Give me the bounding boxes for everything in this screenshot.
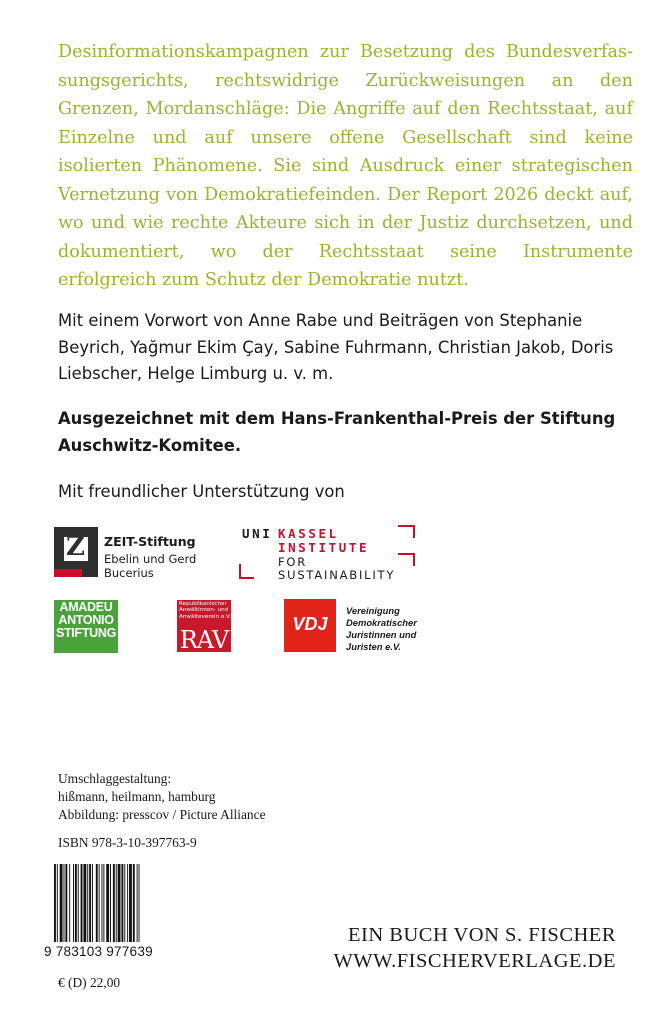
- barcode-bar: [65, 864, 67, 942]
- vdj-logo: VDJ: [284, 599, 336, 652]
- barcode-bar: [103, 864, 104, 942]
- publisher-url: WWW.FISCHERVERLAGE.DE: [333, 950, 616, 972]
- barcode-bar: [78, 864, 79, 942]
- barcode-bar: [99, 864, 100, 942]
- barcode: [44, 864, 174, 948]
- barcode-bar: [124, 864, 125, 942]
- barcode-bar: [87, 864, 88, 942]
- vdj-name: Vereinigung Demokratischer Juristinnen und Juristen e.V.: [346, 605, 417, 652]
- barcode-bar: [54, 864, 56, 942]
- uni-kassel-institute-logo: UNI KASSEL INSTITUTE FOR SUSTAINABILITY: [236, 524, 426, 582]
- zeit-stiftung-name: ZEIT-Stiftung: [104, 534, 196, 549]
- barcode-bar: [57, 864, 58, 942]
- isbn: ISBN 978-3-10-397763-9: [58, 835, 197, 850]
- award-text: Ausgezeichnet mit dem Hans-Frankenthal-Preis der Stiftung Auschwitz-Komitee.: [58, 409, 616, 455]
- barcode-bar: [133, 864, 135, 942]
- barcode-bar: [139, 864, 140, 942]
- barcode-bar: [121, 864, 123, 942]
- barcode-bar: [64, 864, 65, 942]
- barcode-bar: [73, 864, 74, 942]
- barcode-bar: [129, 864, 132, 942]
- barcode-bar: [106, 864, 109, 942]
- barcode-bar: [116, 864, 117, 942]
- publisher-line: EIN BUCH VON S. FISCHER: [348, 924, 616, 946]
- barcode-digits: 9 783103 977639: [44, 944, 153, 959]
- barcode-bar: [96, 864, 98, 942]
- barcode-bar: [127, 864, 128, 942]
- blurb-text: Desinformationskampagnen zur Besetzung des Bundesverfassungsgerichts, rechtswidrige Zurückweisungen an den Grenzen, Mordanschläge: Die Angriffe auf den Rechtsstaat, auf Einzelne und auf unsere offene Gesellschaft sind keine isolierten Phänomene. Sie sind Ausdruck einer strategischen Vernetzung von Demokratiefeinden. Der Report 2026 deckt auf, wo und wie rechte Akteure sich in der Justiz durchsetzen, und dokumentiert, wo der Rechtsstaat seine Instrumente erfolgreich zum Schutz der Demokratie nutzt.: [58, 42, 633, 290]
- barcode-bar: [69, 864, 70, 942]
- barcode-bar: [110, 864, 111, 942]
- barcode-bar: [60, 864, 63, 942]
- rav-logo: Republikanischer Anwältinnen- und Anwälteverein e.V. RAV: [179, 601, 231, 654]
- barcode-bar: [137, 864, 138, 942]
- zeit-stiftung-logo: Z: [54, 527, 98, 577]
- barcode-bar: [102, 864, 103, 942]
- barcode-bar: [92, 864, 93, 942]
- price: € (D) 22,00: [58, 975, 121, 990]
- barcode-bar: [113, 864, 115, 942]
- zeit-stiftung-subtitle: Ebelin und Gerd Bucerius: [104, 552, 197, 580]
- contributors-text: Mit einem Vorwort von Anne Rabe und Beiträgen von Stephanie Beyrich, Yağmur Ekim Çay, Sabine Fuhrmann, Christian Jakob, Doris Liebscher, Helge Limburg u. v. m.: [58, 311, 614, 383]
- cover-credits: Umschlaggestaltung: hißmann, heilmann, hamburg Abbildung: presscov / Picture Alliance: [58, 771, 266, 823]
- barcode-bar: [89, 864, 91, 942]
- amadeu-antonio-stiftung-logo: AMADEU ANTONIO STIFTUNG: [54, 600, 118, 653]
- barcode-bar: [83, 864, 86, 942]
- barcode-bar: [75, 864, 77, 942]
- support-heading: Mit freundlicher Unterstützung von: [58, 482, 345, 501]
- barcode-bar: [81, 864, 83, 942]
- barcode-bar: [118, 864, 121, 942]
